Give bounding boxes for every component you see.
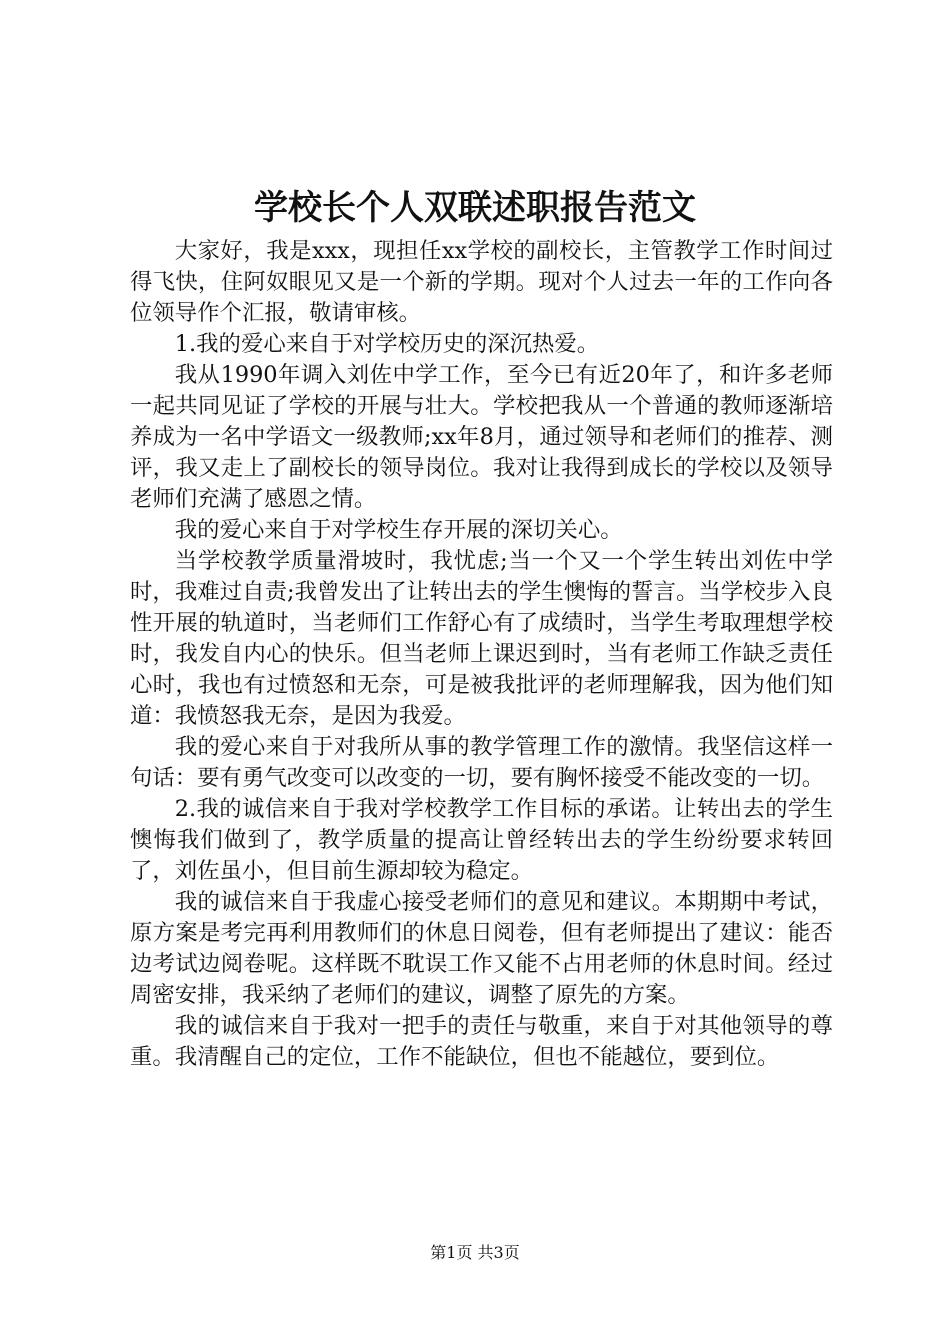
paragraph: 2.我的诚信来自于我对学校教学工作目标的承诺。让转出去的学生懊悔我们做到了，教学质量的提高让曾经转出去的学生纷纷要求转回了，刘佐虽小，但目前生源却较为稳定。 <box>130 796 833 884</box>
paragraph: 我的爱心来自于对学校生存开展的深切关心。 <box>174 517 623 543</box>
paragraph: 1.我的爱心来自于对学校历史的深沉热爱。 <box>174 331 600 357</box>
document-title: 学校长个人双联述职报告范文 <box>254 188 696 228</box>
paragraph: 当学校教学质量滑坡时，我忧虑;当一个又一个学生转出刘佐中学时，我难过自责;我曾发出了让转出去的学生懊悔的誓言。当学校步入良性开展的轨道时，当老师们工作舒心有了成绩时，当学生考取理想学校时，我发自内心的快乐。但当老师上课迟到时，当有老师工作缺乏责任心时，我也有过愤怒和无奈，可是被我批评的老师理解我，因为他们知道：我愤怒我无奈，是因为我爱。 <box>130 548 833 729</box>
page-number-footer: 第1页 共3页 <box>430 1243 520 1262</box>
paragraph: 我的诚信来自于我虚心接受老师们的意见和建议。本期期中考试，原方案是考完再利用教师们的休息日阅卷，但有老师提出了建议：能否边考试边阅卷呢。这样既不耽误工作又能不占用老师的休息时间。经过周密安排，我采纳了老师们的建议，调整了原先的方案。 <box>130 889 833 1008</box>
paragraph: 我的诚信来自于我对一把手的责任与敬重，来自于对其他领导的尊重。我清醒自己的定位，工作不能缺位，但也不能越位，要到位。 <box>130 1013 833 1070</box>
paragraph: 我从1990年调入刘佐中学工作，至今已有近20年了，和许多老师一起共同见证了学校的开展与壮大。学校把我从一个普通的教师逐渐培养成为一名中学语文一级教师;xx年8月，通过领导和老师们的推荐、测评，我又走上了副校长的领导岗位。我对让我得到成长的学校以及领导老师们充满了感恩之情。 <box>130 362 833 512</box>
document-body <box>130 236 833 1073</box>
paragraph: 我的爱心来自于对我所从事的教学管理工作的激情。我坚信这样一句话：要有勇气改变可以改变的一切，要有胸怀接受不能改变的一切。 <box>130 734 833 791</box>
paragraph: 大家好，我是xxx，现担任xx学校的副校长，主管教学工作时间过得飞快，住阿奴眼见又是一个新的学期。现对个人过去一年的工作向各位领导作个汇报，敬请审核。 <box>130 238 833 326</box>
